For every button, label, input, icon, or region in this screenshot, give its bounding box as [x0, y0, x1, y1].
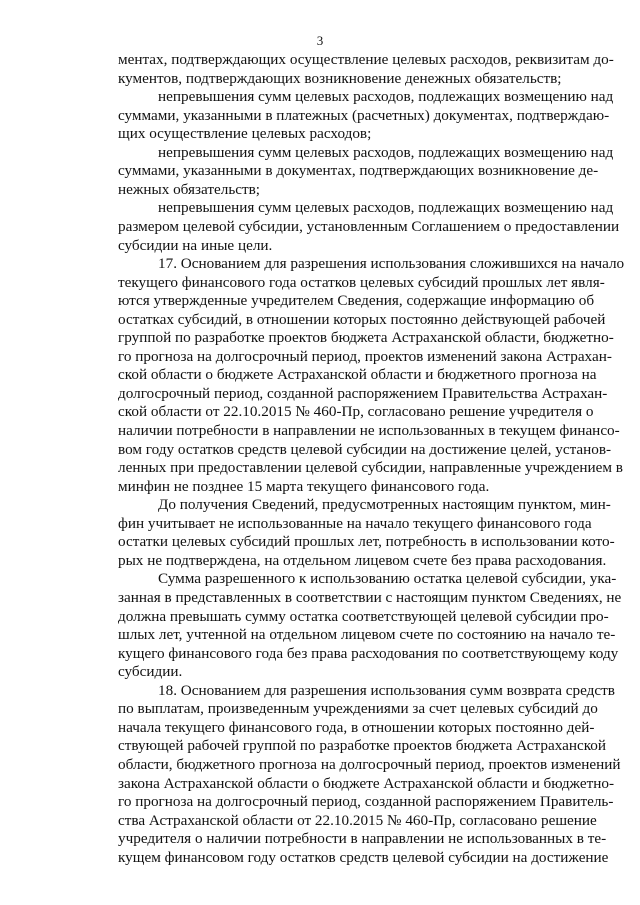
text-line: фин учитывает не использованные на начало текущего финансового года	[118, 514, 592, 532]
text-line: остатки целевых субсидий прошлых лет, потребность в использовании кото-	[118, 533, 615, 551]
text-line: закона Астраханской области о бюджете Астраханской области и бюджетно-	[118, 774, 614, 792]
text-line: ства Астраханской области от 22.10.2015 № 460-Пр, согласовано решение	[118, 811, 597, 829]
text-line: области, бюджетного прогноза на долгосрочный период, проектов изменений	[118, 755, 621, 773]
text-line: вом году остатков средств целевой субсидии на достижение целей, установ-	[118, 440, 612, 458]
page-number: 3	[316, 33, 324, 48]
text-line: размером целевой субсидии, установленным Соглашением о предоставлении	[118, 218, 620, 235]
text-line: кущем финансовом году остатков средств целевой субсидии на достижение	[118, 848, 609, 866]
text-line: 17. Основанием для разрешения использования сложившихся на начало	[158, 255, 625, 273]
text-line: группой по разработке проектов бюджета Астраханской области, бюджетно-	[118, 329, 614, 347]
text-line: минфин не позднее 15 марта текущего финансового года.	[118, 477, 490, 495]
text-line: нежных обязательств;	[118, 180, 261, 198]
text-line: ской области о бюджете Астраханской области и бюджетного прогноза на	[118, 366, 597, 384]
text-line: занная в представленных в соответствии с настоящим пунктом Сведениях, не	[118, 589, 622, 606]
text-line: текущего финансового года остатков целевых субсидий прошлых лет явля-	[118, 273, 605, 291]
text-line: ются утвержденные учредителем Сведения, содержащие информацию об	[118, 292, 595, 310]
text-line: непревышения сумм целевых расходов, подлежащих возмещению над	[158, 199, 614, 217]
text-line: учредителя о наличии потребности в направлении не использованных в те-	[118, 830, 607, 848]
text-line: го прогноза на долгосрочный период, созданной распоряжением Правитель-	[118, 793, 614, 810]
text-line: субсидии на иные цели.	[118, 236, 273, 254]
text-line: До получения Сведений, предусмотренных настоящим пунктом, мин-	[158, 496, 611, 514]
text-line: щих осуществление целевых расходов;	[118, 125, 372, 143]
text-line: непревышения сумм целевых расходов, подлежащих возмещению над	[158, 88, 614, 106]
text-line: рых не подтверждена, на отдельном лицевом счете без права расходования.	[118, 551, 607, 569]
text-line: суммами, указанными в документах, подтверждающих возникновение де-	[118, 162, 599, 180]
text-line: кументов, подтверждающих возникновение денежных обязательств;	[118, 69, 562, 87]
text-line: ленных при предоставлении целевой субсидии, направленные учреждением в	[118, 459, 623, 477]
text-line: субсидии.	[118, 663, 183, 681]
text-line: кущего финансового года без права расходования по соответствующему коду	[118, 644, 619, 662]
text-line: начала текущего финансового года, в отношении которых постоянно дей-	[118, 718, 595, 736]
text-line: суммами, указанными в платежных (расчетных) документах, подтверждаю-	[118, 106, 610, 124]
text-line: ствующей рабочей группой по разработке проектов бюджета Астраханской	[118, 737, 607, 755]
text-line: должна превышать сумму остатка соответствующей целевой субсидии про-	[118, 607, 609, 625]
text-line: шлых лет, учтенной на отдельном лицевом счете по состоянию на начало те-	[118, 626, 616, 644]
text-line: долгосрочный период, созданной распоряжением Правительства Астрахан-	[118, 384, 608, 402]
text-line: Сумма разрешенного к использованию остатка целевой субсидии, ука-	[158, 570, 617, 588]
text-line: непревышения сумм целевых расходов, подлежащих возмещению над	[158, 143, 614, 161]
text-line: го прогноза на долгосрочный период, проектов изменений закона Астрахан-	[118, 347, 612, 365]
text-line: наличии потребности в направлении не использованных в текущем финансо-	[118, 422, 620, 439]
text-line: 18. Основанием для разрешения использования сумм возврата средств	[158, 681, 615, 699]
text-line: по выплатам, произведенным учреждениями за счет целевых субсидий до	[118, 700, 598, 718]
text-line: ментах, подтверждающих осуществление целевых расходов, реквизитам до-	[118, 51, 614, 68]
text-line: ской области от 22.10.2015 № 460-Пр, согласовано решение учредителя о	[118, 403, 594, 421]
text-line: остатках субсидий, в отношении которых постоянно действующей рабочей	[118, 310, 606, 328]
